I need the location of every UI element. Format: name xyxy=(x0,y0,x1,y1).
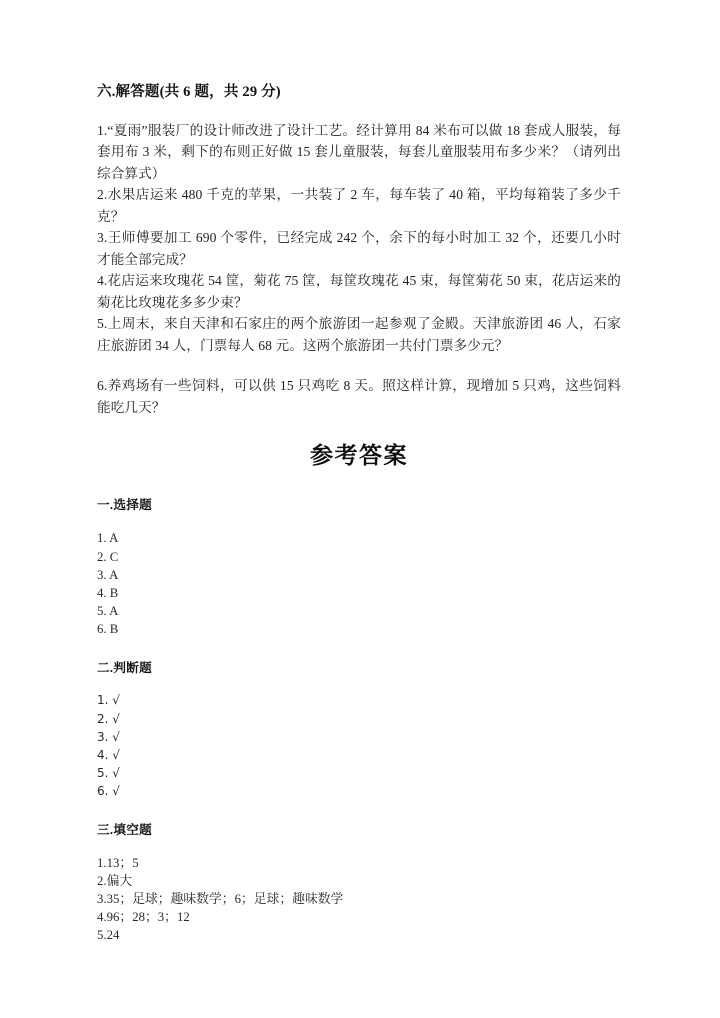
answer-list-multiple-choice xyxy=(97,529,621,638)
answer-section-fill-in-blank xyxy=(97,821,621,945)
question-item-2: 2.水果店运来 480 千克的苹果，一共装了 2 车，每车装了 40 箱，平均每箱装了多少千克？ xyxy=(97,187,621,224)
answer-section-true-false xyxy=(97,659,621,801)
answer-section-heading-multiple-choice: 一.选择题 xyxy=(97,498,153,513)
answer-list-fill-in-blank xyxy=(97,854,621,945)
answer-item: 4. √ xyxy=(97,748,120,763)
answer-key xyxy=(97,440,621,944)
answer-key-title: 参考答案 xyxy=(310,443,408,469)
answer-item: 3. A xyxy=(97,567,119,582)
answer-item: 5.24 xyxy=(97,928,120,943)
answer-item: 1. A xyxy=(97,531,119,546)
answer-list-true-false xyxy=(97,691,621,800)
answer-item: 4.96；28；3；12 xyxy=(97,910,190,925)
answer-item: 2. √ xyxy=(97,711,120,726)
answer-section-heading-fill-in-blank: 三.填空题 xyxy=(97,822,153,837)
question-item-4: 4.花店运来玫瑰花 54 筐，菊花 75 筐，每筐玫瑰花 45 束，每筐菊花 50 束，花店运来的菊花比玫瑰花多多少束？ xyxy=(97,273,621,310)
question-item-1: 1.“夏雨”服装厂的设计师改进了设计工艺。经计算用 84 米布可以做 18 套成人服装，每套用布 3 米，剩下的布则正好做 15 套儿童服装，每套儿童服装用布多少米？（请列出综合算式） xyxy=(97,122,621,181)
answer-item: 1. √ xyxy=(97,693,120,708)
answer-section-heading-true-false: 二.判断题 xyxy=(97,660,153,675)
answer-item: 2. C xyxy=(97,549,119,564)
answer-item: 4. B xyxy=(97,585,119,600)
answer-item: 6. √ xyxy=(97,784,120,799)
question-item-5: 5.上周末，来自天津和石家庄的两个旅游团一起参观了金殿。天津旅游团 46 人，石家庄旅游团 34 人，门票每人 68 元。这两个旅游团一共付门票多少元？ xyxy=(97,316,621,353)
answer-item: 6. B xyxy=(97,622,119,637)
answer-item: 5. A xyxy=(97,604,119,619)
answer-item: 5. √ xyxy=(97,766,120,781)
answer-item: 3. √ xyxy=(97,729,120,744)
answer-item: 1.13；5 xyxy=(97,855,139,870)
question-item-3: 3.王师傅要加工 690 个零件，已经完成 242 个，余下的每小时加工 32 个，还要几小时才能全部完成？ xyxy=(97,230,621,267)
exam-section xyxy=(97,82,621,418)
question-item-6: 6.养鸡场有一些饲料，可以供 15 只鸡吃 8 天。照这样计算，现增加 5 只鸡，这些饲料能吃几天？ xyxy=(97,378,621,415)
answer-item: 2.偏大 xyxy=(97,873,133,888)
question-list xyxy=(97,120,621,419)
page-content xyxy=(97,82,621,945)
answer-section-multiple-choice xyxy=(97,496,621,638)
exam-section-heading: 六.解答题(共 6 题，共 29 分) xyxy=(97,84,281,100)
answer-item: 3.35；足球；趣味数学；6；足球；趣味数学 xyxy=(97,891,344,906)
